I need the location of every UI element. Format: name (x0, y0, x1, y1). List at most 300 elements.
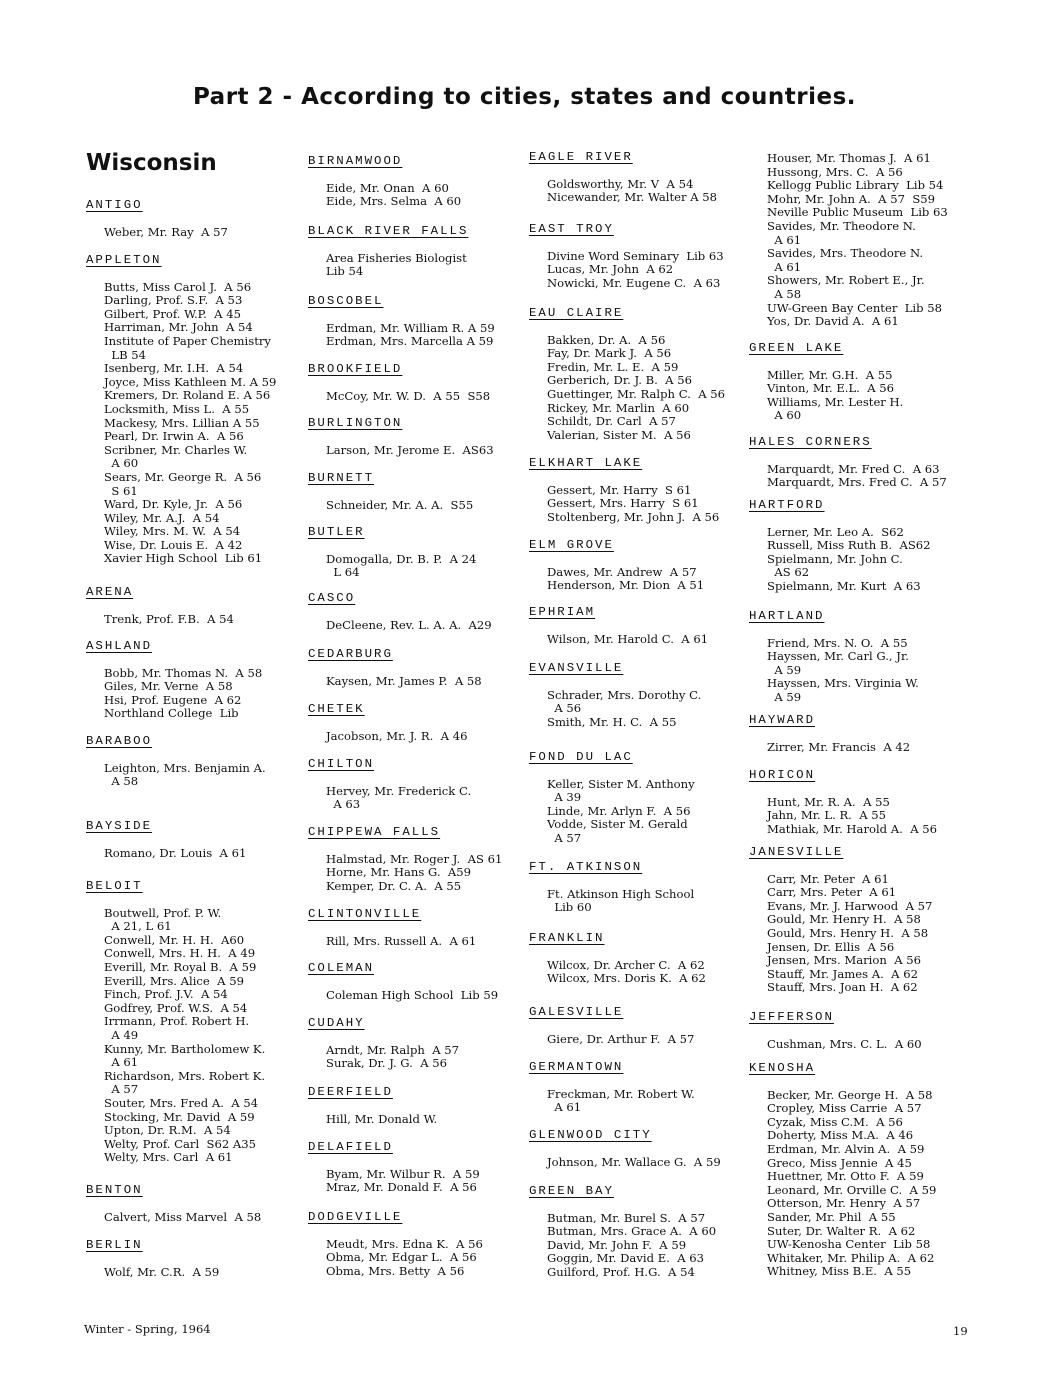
member-entry: Ft. Atkinson High School (547, 886, 695, 901)
member-entry: Leighton, Mrs. Benjamin A. (104, 760, 266, 775)
member-entry: Gould, Mr. Henry H. A 58 (767, 912, 921, 927)
entry-list (308, 252, 528, 279)
city-block (308, 1140, 528, 1195)
member-entry: A 61 (104, 1055, 139, 1070)
city-block (86, 819, 306, 860)
member-entry: Evans, Mr. J. Harwood A 57 (767, 898, 933, 913)
city-heading: COLEMAN (308, 961, 375, 975)
city-block (308, 362, 528, 403)
member-entry: McCoy, Mr. W. D. A 55 S58 (326, 388, 491, 403)
member-entry: A 57 (547, 830, 582, 845)
member-entry: Wilson, Mr. Harold C. A 61 (547, 631, 709, 646)
member-entry: Whitaker, Mr. Philip A. A 62 (767, 1250, 935, 1265)
member-entry: Greco, Miss Jennie A 45 (767, 1155, 912, 1170)
member-entry: Conwell, Mrs. H. H. A 49 (104, 946, 256, 961)
city-block (86, 198, 306, 239)
city-block (749, 609, 969, 705)
city-block (308, 591, 528, 632)
city-block (86, 1238, 306, 1279)
city-block (308, 224, 528, 279)
member-entry: Wolf, Mr. C.R. A 59 (104, 1264, 220, 1279)
member-entry: Zirrer, Mr. Francis A 42 (767, 739, 911, 754)
entry-list (529, 1156, 749, 1170)
entry-list (308, 989, 528, 1003)
member-entry: Marquardt, Mrs. Fred C. A 57 (767, 475, 947, 490)
member-entry: Huettner, Mr. Otto F. A 59 (767, 1169, 924, 1184)
city-heading: EPHRIAM (529, 605, 596, 619)
member-entry: Hill, Mr. Donald W. (326, 1111, 438, 1126)
member-entry: Giles, Mr. Verne A 58 (104, 679, 233, 694)
city-block (749, 435, 969, 490)
city-block (308, 154, 528, 209)
entry-list (308, 619, 528, 633)
entry-list (529, 959, 749, 986)
member-entry: Stauff, Mr. James A. A 62 (767, 966, 918, 981)
city-heading: CASCO (308, 591, 356, 605)
entry-list (86, 613, 306, 627)
member-entry: Henderson, Mr. Dion A 51 (547, 578, 705, 593)
member-entry: Sears, Mr. George R. A 56 (104, 469, 262, 484)
member-entry: Eide, Mrs. Selma A 60 (326, 194, 462, 209)
entry-list (308, 730, 528, 744)
city-block (529, 1184, 749, 1280)
city-block (749, 1010, 969, 1051)
member-entry: Butman, Mrs. Grace A. A 60 (547, 1224, 717, 1239)
city-block (529, 931, 749, 986)
member-entry: Vodde, Sister M. Gerald (547, 817, 688, 832)
member-entry: Gould, Mrs. Henry H. A 58 (767, 925, 929, 940)
member-entry: Erdman, Mr. William R. A 59 (326, 320, 495, 335)
city-block (86, 1183, 306, 1224)
member-entry: Surak, Dr. J. G. A 56 (326, 1056, 448, 1071)
member-entry: Horne, Mr. Hans G. A59 (326, 865, 471, 880)
member-entry: Lib 54 (326, 264, 364, 279)
member-entry: Cushman, Mrs. C. L. A 60 (767, 1036, 922, 1051)
entry-list (308, 1113, 528, 1127)
city-heading: CUDAHY (308, 1016, 365, 1030)
city-block (308, 702, 528, 743)
member-entry: Xavier High School Lib 61 (104, 551, 263, 566)
city-block (749, 152, 969, 329)
member-entry: Nicewander, Mr. Walter A 58 (547, 190, 718, 205)
city-block (308, 525, 528, 580)
member-entry: Cyzak, Miss C.M. A 56 (767, 1114, 903, 1129)
member-entry: A 49 (104, 1027, 139, 1042)
entry-list (529, 250, 749, 291)
member-entry: Area Fisheries Biologist (326, 250, 467, 265)
city-heading: BURNETT (308, 471, 375, 485)
city-block (529, 538, 749, 593)
member-entry: Jensen, Dr. Ellis A 56 (767, 939, 895, 954)
member-entry: A 60 (767, 408, 802, 423)
member-entry: Dawes, Mr. Andrew A 57 (547, 564, 697, 579)
member-entry: David, Mr. John F. A 59 (547, 1237, 687, 1252)
city-heading: FOND DU LAC (529, 750, 633, 764)
city-heading: CHILTON (308, 757, 375, 771)
city-block (749, 1061, 969, 1279)
entry-list (749, 741, 969, 755)
member-entry: Richardson, Mrs. Robert K. (104, 1068, 265, 1083)
entry-list (308, 322, 528, 349)
member-entry: Kemper, Dr. C. A. A 55 (326, 878, 462, 893)
member-entry: Wiley, Mrs. M. W. A 54 (104, 524, 241, 539)
city-block (529, 661, 749, 729)
city-block (529, 1128, 749, 1169)
member-entry: Sander, Mr. Phil A 55 (767, 1209, 896, 1224)
entry-list (86, 1211, 306, 1225)
city-heading: EVANSVILLE (529, 661, 624, 675)
member-entry: A 61 (767, 259, 802, 274)
member-entry: Welty, Prof. Carl S62 A35 (104, 1136, 257, 1151)
entry-list (308, 553, 528, 580)
member-entry: Rickey, Mr. Marlin A 60 (547, 400, 690, 415)
member-entry: Northland College Lib (104, 706, 239, 721)
member-entry: Institute of Paper Chemistry (104, 333, 271, 348)
city-heading: DELAFIELD (308, 1140, 393, 1154)
member-entry: Upton, Dr. R.M. A 54 (104, 1123, 231, 1138)
entry-list (749, 796, 969, 837)
page-title: Part 2 - According to cities, states and countries. (192, 84, 857, 110)
member-entry: Schneider, Mr. A. A. S55 (326, 497, 474, 512)
member-entry: Whitney, Miss B.E. A 55 (767, 1264, 912, 1279)
member-entry: Welty, Mrs. Carl A 61 (104, 1150, 233, 1165)
member-entry: A 58 (767, 286, 802, 301)
entry-list (749, 526, 969, 594)
entry-list (529, 888, 749, 915)
member-entry: Stauff, Mrs. Joan H. A 62 (767, 980, 918, 995)
city-heading: DODGEVILLE (308, 1210, 403, 1224)
city-heading: HALES CORNERS (749, 435, 872, 449)
member-entry: A 59 (767, 689, 802, 704)
city-block (529, 222, 749, 290)
city-block (749, 713, 969, 754)
member-entry: Houser, Mr. Thomas J. A 61 (767, 151, 931, 165)
member-entry: Locksmith, Miss L. A 55 (104, 401, 250, 416)
city-heading: HORICON (749, 768, 816, 782)
member-entry: Suter, Dr. Walter R. A 62 (767, 1223, 916, 1238)
member-entry: A 39 (547, 790, 582, 805)
entry-list (749, 1038, 969, 1052)
entry-list (749, 637, 969, 705)
city-block (529, 456, 749, 524)
member-entry: Divine Word Seminary Lib 63 (547, 248, 724, 263)
city-heading: EAGLE RIVER (529, 150, 633, 164)
member-entry: Yos, Dr. David A. A 61 (767, 314, 899, 329)
entry-list (308, 1044, 528, 1071)
entry-list (749, 369, 969, 423)
member-entry: Halmstad, Mr. Roger J. AS 61 (326, 851, 503, 866)
member-entry: Smith, Mr. H. C. A 55 (547, 714, 677, 729)
member-entry: A 58 (104, 774, 139, 789)
member-entry: LB 54 (104, 347, 147, 362)
entry-list (308, 182, 528, 209)
entry-list (86, 762, 306, 789)
member-entry: Williams, Mr. Lester H. (767, 394, 904, 409)
member-entry: Vinton, Mr. E.L. A 56 (767, 381, 895, 396)
member-entry: Lib 60 (547, 900, 592, 915)
city-block (308, 1210, 528, 1278)
city-heading: BIRNAMWOOD (308, 154, 403, 168)
entry-list (308, 935, 528, 949)
entry-list (529, 178, 749, 205)
member-entry: Linde, Mr. Arlyn F. A 56 (547, 803, 691, 818)
entry-list (529, 1088, 749, 1115)
city-block (86, 585, 306, 626)
city-heading: FRANKLIN (529, 931, 605, 945)
city-heading: BAYSIDE (86, 819, 153, 833)
city-heading: BROOKFIELD (308, 362, 403, 376)
city-heading: BOSCOBEL (308, 294, 384, 308)
member-entry: Marquardt, Mr. Fred C. A 63 (767, 461, 940, 476)
member-entry: Fredin, Mr. L. E. A 59 (547, 359, 679, 374)
member-entry: Carr, Mr. Peter A 61 (767, 871, 889, 886)
city-block (749, 341, 969, 423)
member-entry: Eide, Mr. Onan A 60 (326, 180, 449, 195)
entry-list (308, 785, 528, 812)
member-entry: Goggin, Mr. David E. A 63 (547, 1251, 705, 1266)
member-entry: Byam, Mr. Wilbur R. A 59 (326, 1166, 480, 1181)
member-entry: Showers, Mr. Robert E., Jr. (767, 273, 925, 288)
city-block (529, 150, 749, 205)
member-entry: Friend, Mrs. N. O. A 55 (767, 635, 908, 650)
member-entry: Isenberg, Mr. I.H. A 54 (104, 361, 244, 376)
city-heading: ARENA (86, 585, 134, 599)
member-entry: UW-Kenosha Center Lib 58 (767, 1237, 931, 1252)
member-entry: Freckman, Mr. Robert W. (547, 1086, 695, 1101)
city-heading: FT. ATKINSON (529, 860, 643, 874)
member-entry: Butman, Mr. Burel S. A 57 (547, 1210, 706, 1225)
member-entry: Kunny, Mr. Bartholomew K. (104, 1041, 266, 1056)
member-entry: Kaysen, Mr. James P. A 58 (326, 673, 482, 688)
city-heading: GALESVILLE (529, 1005, 624, 1019)
member-entry: Gessert, Mrs. Harry S 61 (547, 496, 699, 511)
member-entry: Hayssen, Mrs. Virginia W. (767, 676, 919, 691)
member-entry: Spielmann, Mr. John C. (767, 551, 903, 566)
city-heading: HARTLAND (749, 609, 825, 623)
city-heading: ELM GROVE (529, 538, 614, 552)
member-entry: Guilford, Prof. H.G. A 54 (547, 1264, 695, 1279)
member-entry: Obma, Mr. Edgar L. A 56 (326, 1250, 477, 1265)
member-entry: Jahn, Mr. L. R. A 55 (767, 808, 887, 823)
member-entry: AS 62 (767, 565, 810, 580)
member-entry: Mraz, Mr. Donald F. A 56 (326, 1180, 477, 1195)
city-block (308, 416, 528, 457)
member-entry: DeCleene, Rev. L. A. A. A29 (326, 617, 492, 632)
entry-list (308, 675, 528, 689)
member-entry: Pearl, Dr. Irwin A. A 56 (104, 429, 244, 444)
member-entry: A 60 (104, 456, 139, 471)
member-entry: Stocking, Mr. David A 59 (104, 1109, 255, 1124)
member-entry: Hayssen, Mr. Carl G., Jr. (767, 649, 909, 664)
city-block (308, 757, 528, 812)
member-entry: Keller, Sister M. Anthony (547, 776, 695, 791)
member-entry: Valerian, Sister M. A 56 (547, 427, 691, 442)
city-block (308, 1016, 528, 1071)
member-entry: Jacobson, Mr. J. R. A 46 (326, 728, 468, 743)
city-block (749, 845, 969, 995)
entry-list (749, 463, 969, 490)
state-heading: Wisconsin (86, 150, 217, 176)
member-entry: Savides, Mr. Theodore N. (767, 218, 916, 233)
member-entry: Bobb, Mr. Thomas N. A 58 (104, 665, 263, 680)
city-block (749, 498, 969, 594)
member-entry: Finch, Prof. J.V. A 54 (104, 987, 228, 1002)
member-entry: Domogalla, Dr. B. P. A 24 (326, 551, 477, 566)
member-entry: A 61 (547, 1100, 582, 1115)
member-entry: Otterson, Mr. Henry A 57 (767, 1196, 921, 1211)
member-entry: L 64 (326, 565, 360, 580)
member-entry: Everill, Mr. Royal B. A 59 (104, 959, 257, 974)
member-entry: Erdman, Mrs. Marcella A 59 (326, 334, 494, 349)
city-heading: BLACK RIVER FALLS (308, 224, 469, 238)
member-entry: Doherty, Miss M.A. A 46 (767, 1128, 914, 1143)
city-heading: CEDARBURG (308, 647, 393, 661)
city-heading: BARABOO (86, 734, 153, 748)
member-entry: Nowicki, Mr. Eugene C. A 63 (547, 275, 721, 290)
entry-list (308, 853, 528, 894)
city-block (749, 768, 969, 836)
member-entry: UW-Green Bay Center Lib 58 (767, 300, 943, 315)
city-block (308, 1085, 528, 1126)
member-entry: A 21, L 61 (104, 919, 172, 934)
member-entry: Trenk, Prof. F.B. A 54 (104, 611, 234, 626)
city-heading: JANESVILLE (749, 845, 844, 859)
entry-list (86, 667, 306, 721)
entry-list (529, 1212, 749, 1280)
member-entry: Neville Public Museum Lib 63 (767, 205, 948, 220)
member-entry: Larson, Mr. Jerome E. AS63 (326, 442, 494, 457)
city-heading: BERLIN (86, 1238, 143, 1252)
city-block (529, 605, 749, 646)
entry-list (749, 152, 969, 329)
city-block (529, 860, 749, 915)
entry-list (308, 1168, 528, 1195)
page-number: 19 (953, 1324, 968, 1338)
member-entry: Stoltenberg, Mr. John J. A 56 (547, 509, 720, 524)
city-heading: HARTFORD (749, 498, 825, 512)
member-entry: Everill, Mrs. Alice A 59 (104, 973, 244, 988)
member-entry: Wiley, Mr. A.J. A 54 (104, 510, 220, 525)
city-block (529, 306, 749, 442)
city-heading: CLINTONVILLE (308, 907, 422, 921)
city-heading: CHIPPEWA FALLS (308, 825, 441, 839)
city-heading: DEERFIELD (308, 1085, 393, 1099)
entry-list (308, 499, 528, 513)
city-heading: ASHLAND (86, 639, 153, 653)
member-entry: Souter, Mrs. Fred A. A 54 (104, 1095, 259, 1110)
member-entry: Rill, Mrs. Russell A. A 61 (326, 933, 477, 948)
member-entry: Darling, Prof. S.F. A 53 (104, 293, 243, 308)
member-entry: Gessert, Mr. Harry S 61 (547, 482, 692, 497)
member-entry: Hsi, Prof. Eugene A 62 (104, 692, 242, 707)
member-entry: Schildt, Dr. Carl A 57 (547, 414, 676, 429)
member-entry: Goldsworthy, Mr. V A 54 (547, 176, 694, 191)
city-heading: EAST TROY (529, 222, 614, 236)
member-entry: Carr, Mrs. Peter A 61 (767, 885, 897, 900)
city-heading: BUTLER (308, 525, 365, 539)
entry-list (86, 1266, 306, 1280)
member-entry: Bakken, Dr. A. A 56 (547, 332, 666, 347)
member-entry: A 63 (326, 797, 361, 812)
member-entry: Boutwell, Prof. P. W. (104, 905, 222, 920)
member-entry: Obma, Mrs. Betty A 56 (326, 1263, 465, 1278)
entry-list (529, 689, 749, 730)
entry-list (529, 566, 749, 593)
city-heading: ELKHART LAKE (529, 456, 643, 470)
member-entry: Butts, Miss Carol J. A 56 (104, 279, 252, 294)
member-entry: A 59 (767, 662, 802, 677)
member-entry: Johnson, Mr. Wallace G. A 59 (547, 1154, 721, 1169)
city-heading: ANTIGO (86, 198, 143, 212)
member-entry: Schrader, Mrs. Dorothy C. (547, 687, 702, 702)
member-entry: Ward, Dr. Kyle, Jr. A 56 (104, 497, 243, 512)
city-heading: APPLETON (86, 253, 162, 267)
member-entry: Lucas, Mr. John A 62 (547, 262, 674, 277)
member-entry: Arndt, Mr. Ralph A 57 (326, 1042, 460, 1057)
city-block (308, 825, 528, 893)
member-entry: A 57 (104, 1082, 139, 1097)
member-entry: Scribner, Mr. Charles W. (104, 442, 248, 457)
city-block (308, 961, 528, 1002)
member-entry: Hunt, Mr. R. A. A 55 (767, 794, 890, 809)
city-block (308, 471, 528, 512)
member-entry: Weber, Mr. Ray A 57 (104, 224, 228, 239)
member-entry: Kremers, Dr. Roland E. A 56 (104, 388, 271, 403)
city-heading: GREEN BAY (529, 1184, 614, 1198)
member-entry: Irrmann, Prof. Robert H. (104, 1014, 250, 1029)
city-heading: BURLINGTON (308, 416, 403, 430)
entry-list (529, 633, 749, 647)
member-entry: Fay, Dr. Mark J. A 56 (547, 346, 672, 361)
member-entry: Jensen, Mrs. Marion A 56 (767, 953, 922, 968)
member-entry: Russell, Miss Ruth B. AS62 (767, 538, 931, 553)
member-entry: Kellogg Public Library Lib 54 (767, 178, 944, 193)
city-heading: BENTON (86, 1183, 143, 1197)
member-entry: Becker, Mr. George H. A 58 (767, 1087, 933, 1102)
entry-list (308, 1238, 528, 1279)
city-block (308, 907, 528, 948)
member-entry: A 56 (547, 701, 582, 716)
city-heading: EAU CLAIRE (529, 306, 624, 320)
member-entry: Miller, Mr. G.H. A 55 (767, 367, 893, 382)
member-entry: Meudt, Mrs. Edna K. A 56 (326, 1236, 483, 1251)
city-heading: HAYWARD (749, 713, 816, 727)
entry-list (86, 281, 306, 566)
entry-list (749, 873, 969, 995)
city-heading: GLENWOOD CITY (529, 1128, 652, 1142)
city-heading: GERMANTOWN (529, 1060, 624, 1074)
city-block (529, 1060, 749, 1115)
member-entry: Coleman High School Lib 59 (326, 987, 499, 1002)
entry-list (529, 778, 749, 846)
member-entry: Spielmann, Mr. Kurt A 63 (767, 578, 921, 593)
member-entry: Mathiak, Mr. Harold A. A 56 (767, 821, 938, 836)
member-entry: Conwell, Mr. H. H. A60 (104, 932, 245, 947)
member-entry: Gilbert, Prof. W.P. A 45 (104, 306, 241, 321)
member-entry: Mohr, Mr. John A. A 57 S59 (767, 191, 936, 206)
member-entry: Guettinger, Mr. Ralph C. A 56 (547, 386, 726, 401)
member-entry: S 61 (104, 483, 138, 498)
city-block (86, 734, 306, 789)
entry-list (86, 226, 306, 240)
footer-issue: Winter - Spring, 1964 (84, 1322, 211, 1336)
city-block (86, 639, 306, 721)
city-block (529, 750, 749, 846)
city-block (529, 1005, 749, 1046)
member-entry: Romano, Dr. Louis A 61 (104, 845, 247, 860)
member-entry: Savides, Mrs. Theodore N. (767, 246, 924, 261)
entry-list (86, 847, 306, 861)
